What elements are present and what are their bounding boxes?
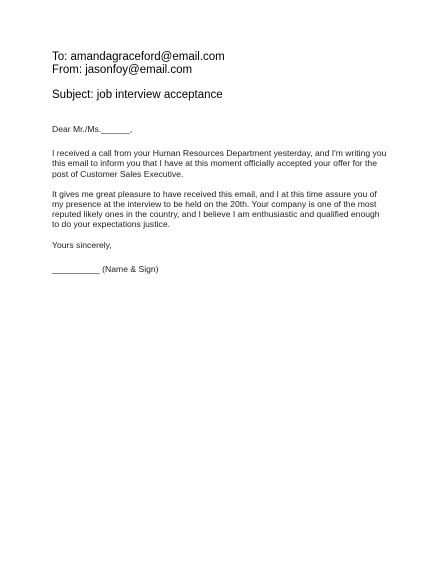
paragraph-line: my presence at the interview to be held on the 20th. Your company is one of the most	[52, 199, 377, 210]
paragraph-line: to do your expectations justice.	[52, 219, 170, 230]
paragraph-line: reputed likely ones in the country, and I believe I am enthusiastic and qualified enough	[52, 209, 380, 220]
email-header	[52, 51, 225, 77]
closing: Yours sincerely,	[52, 239, 112, 250]
paragraph-acceptance	[52, 148, 402, 179]
paragraph-line: It gives me great pleasure to have received this email, and I at this time assure you of	[52, 188, 377, 199]
paragraph-line: post of Customer Sales Executive.	[52, 168, 184, 179]
from-line: From: jasonfoy@email.com	[52, 64, 193, 76]
paragraph-line: I received a call from your Human Resources Department yesterday, and I'm writing you	[52, 148, 387, 159]
letter-body	[52, 124, 402, 284]
signature-line: __________ (Name & Sign)	[52, 263, 159, 274]
to-line: To: amandagraceford@email.com	[52, 51, 225, 63]
salutation: Dear Mr./Ms.______,	[52, 124, 133, 134]
paragraph-line: this email to inform you that I have at this moment officially accepted your offer for the	[52, 158, 377, 169]
subject-line: Subject: job interview acceptance	[52, 89, 223, 101]
paragraph-assurance	[52, 189, 402, 230]
